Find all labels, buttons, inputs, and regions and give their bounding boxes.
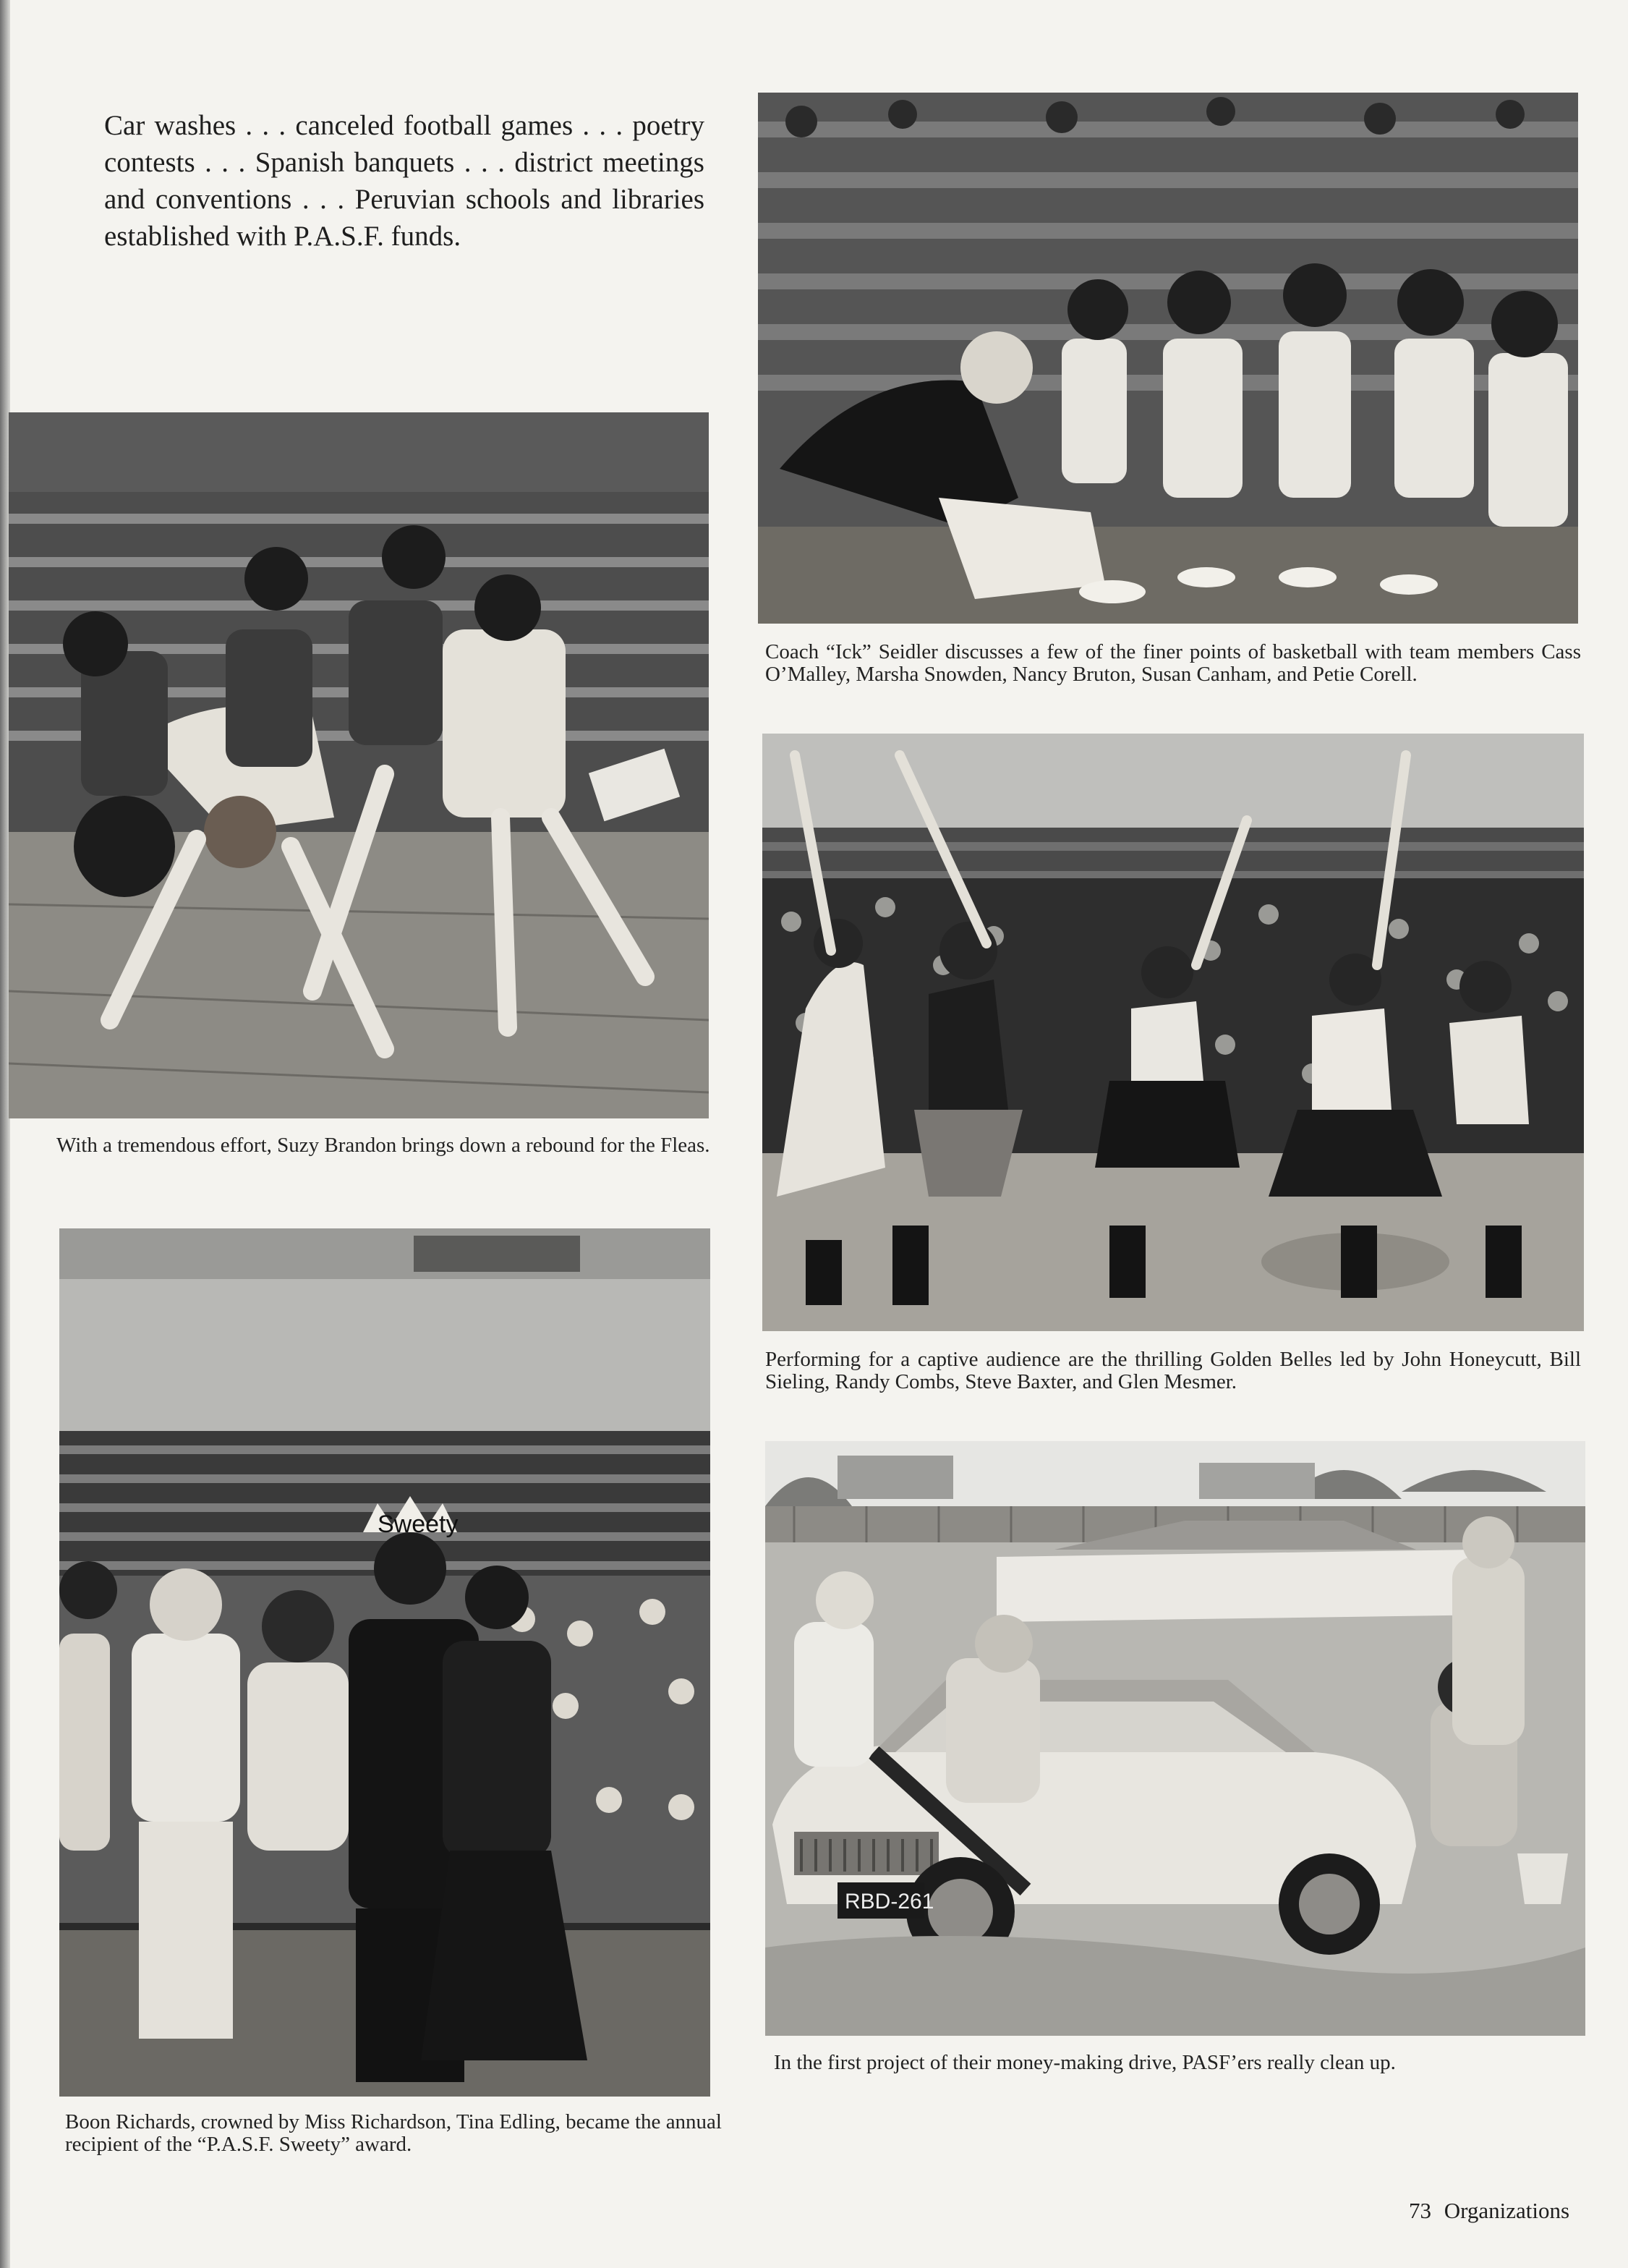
page-binding-edge	[0, 0, 10, 2268]
caption-golden-belles: Performing for a captive audience are the thrilling Golden Belles led by John Honeycutt, Bill Sieling, Randy Combs, Steve Baxter, and Glen Mesmer.	[765, 1348, 1581, 1393]
photo-golden-belles	[762, 734, 1584, 1331]
caption-sweety-award: Boon Richards, crowned by Miss Richardson, Tina Edling, became the annual recipient of the “P.A.S.F. Sweety” award.	[65, 2110, 722, 2156]
photo-rebound	[9, 412, 709, 1118]
crown-label: Sweety	[378, 1511, 459, 1538]
page-number: 73	[1409, 2198, 1431, 2223]
photo-car-wash	[765, 1441, 1585, 2036]
page-footer	[1409, 2198, 1577, 2224]
caption-rebound: With a tremendous effort, Suzy Brandon brings down a rebound for the Fleas.	[56, 1134, 710, 1157]
photo-sweety-award	[59, 1228, 710, 2097]
caption-basketball-huddle: Coach “Ick” Seidler discusses a few of the finer points of basketball with team members Cass O’Malley, Marsha Snowden, Nancy Bruton, Susan Canham, and Petie Corell.	[765, 640, 1581, 686]
license-plate: RBD-261	[845, 1890, 934, 1914]
caption-car-wash: In the first project of their money-making drive, PASF’ers really clean up.	[774, 2051, 1396, 2074]
photo-basketball-huddle	[758, 93, 1578, 624]
intro-text: Car washes . . . canceled football games . . . poetry contests . . . Spanish banquets . . . district meetings and conventions . . . Peruvian schools and libraries established with P.A.S.F. funds.	[104, 110, 704, 252]
section-name: Organizations	[1444, 2198, 1570, 2223]
